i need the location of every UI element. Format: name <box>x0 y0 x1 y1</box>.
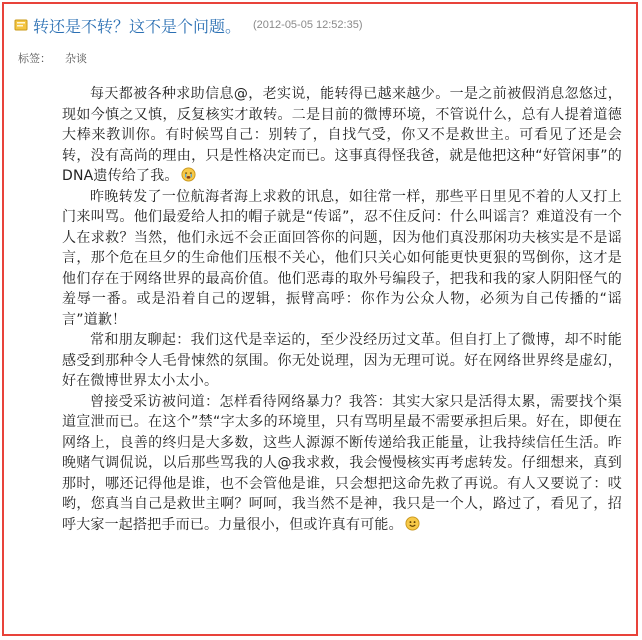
post-title-icon <box>14 18 28 32</box>
paragraph-4 <box>62 392 622 536</box>
paragraph-1 <box>62 84 622 187</box>
post-date: (2012-05-05 12:52:35) <box>253 19 363 31</box>
blog-post-frame <box>2 2 638 636</box>
paragraph-4-text: 曾接受采访被问道：怎样看待网络暴力？我答：其实大家只是活得太累，需要找个渠道宣泄而已。在这个”禁“字太多的环境里，只有骂明星最不需要承担后果。好在，即便在网络上，良善的终归是大多数，这些人源源不断传递给我正能量，让我持续信任生活。昨晚赌气调侃说，以后那些骂我的人@我求救，我会慢慢核实再考虑转发。仔细想来，真到那时，哪还记得他是谁，也不会管他是谁，只会想把这命先救了再说。有人又要说了：哎哟，您真当自己是救世主啊？呵呵，我当然不是神，我只是一个人，路过了，看见了，招呼大家一起搭把手而已。力量很小，但或许真有可能。 <box>62 393 622 533</box>
post-tags <box>18 50 87 66</box>
paragraph-3 <box>62 330 622 392</box>
crying-face-icon <box>181 167 196 182</box>
paragraph-1-text: 每天都被各种求助信息@，老实说，能转得已越来越少。一是之前被假消息忽悠过，现如今慎之又慎，反复核实才敢转。二是目前的微博环境，不管说什么，总有人提着道德大棒来教训你。有时候骂自己：别转了，自找气受，你又不是救世主。可看见了还是会转，没有高尚的理由，只是性格决定而已。这事真得怪我爸，就是他把这种“好管闲事”的DNA遗传给了我。 <box>62 86 622 184</box>
tags-label: 标签： <box>18 52 51 65</box>
post-header <box>14 14 362 36</box>
smiling-face-icon <box>405 516 420 531</box>
paragraph-3-text: 常和朋友聊起：我们这代是幸运的，至少没经历过文革。但自打上了微博，却不时能感受到那种令人毛骨悚然的氛围。你无处说理，因为无理可说。好在网络世界终是虚幻，好在微博世界太小太小。 <box>62 332 622 389</box>
post-body <box>62 84 622 535</box>
paragraph-2 <box>62 187 622 331</box>
tag-link[interactable]: 杂谈 <box>65 52 87 65</box>
paragraph-2-text: 昨晚转发了一位航海者海上求救的讯息，如往常一样，那些平日里见不着的人又打上门来叫骂。他们最爱给人扣的帽子就是“传谣”，忍不住反问：什么叫谣言？难道没有一个人在求救？当然，他们永远不会正面回答你的问题，因为他们真没那闲功夫核实是不是谣言，那个危在旦夕的生命他们压根不关心，他们只关心如何能更快更狠的骂倒你，这才是他们存在于网络世界的最高价值。他们恶毒的取外号编段子，把我和我的家人阴阳怪气的羞辱一番。或是沿着自己的逻辑，振臂高呼：你作为公众人物，必须为自己传播的“谣言”道歉！ <box>62 188 622 328</box>
post-title[interactable]: 转还是不转？这不是个问题。 <box>33 16 242 36</box>
